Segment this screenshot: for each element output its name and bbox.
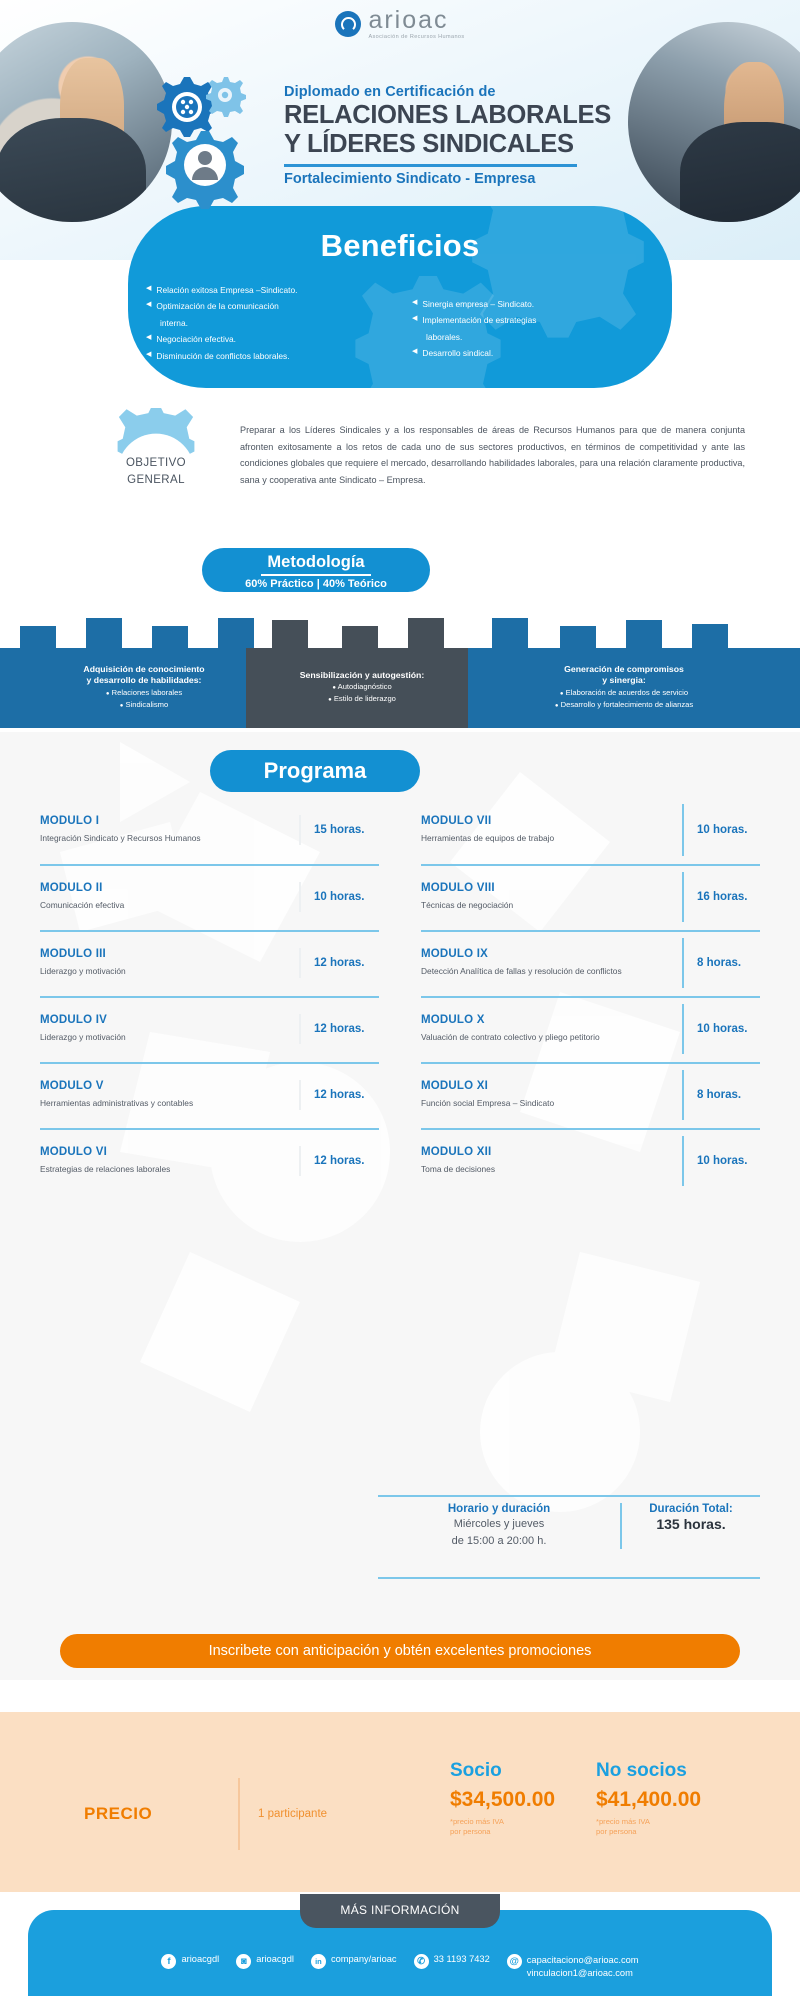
dot-bullet-icon: ●	[559, 690, 564, 697]
hero-divider	[284, 164, 577, 167]
module-name: MODULO VII	[421, 815, 492, 828]
module-desc: Detección Analítica de fallas y resolución de conflictos	[421, 966, 622, 977]
price-participants: 1 participante	[258, 1808, 328, 1820]
socio-note-1: *precio más IVA	[450, 1817, 504, 1826]
whatsapp-icon: ✆	[414, 1954, 429, 1969]
gear-block-3	[474, 664, 774, 711]
objective-label-line2: GENERAL	[127, 474, 185, 486]
gear-block-item: ● Autodiagnóstico	[332, 682, 392, 692]
module-desc: Toma de decisiones	[421, 1164, 496, 1175]
gear-strip	[0, 608, 800, 728]
pricing-section	[0, 1712, 800, 1892]
program-heading-button: Programa	[210, 750, 420, 792]
gear-block-item: ● Estilo de liderazgo	[328, 694, 396, 704]
dot-bullet-icon: ●	[554, 702, 559, 709]
modules-left-column	[40, 798, 379, 1194]
contact-facebook[interactable]	[161, 1954, 219, 1969]
benefits-card	[128, 206, 672, 388]
benefit-item	[146, 331, 388, 347]
gear-block-item: ● Desarrollo y fortalecimiento de alianzas	[554, 699, 694, 709]
socio-amount: $34,500.00	[450, 1788, 556, 1811]
price-divider	[238, 1778, 240, 1850]
module-hours: 10 horas.	[682, 1136, 760, 1186]
gear-block-title: Generación de compromisos	[564, 664, 684, 674]
contact-text: company/arioac	[330, 1954, 397, 1964]
benefit-text: Disminución de conflictos laborales.	[156, 350, 290, 361]
module-hours: 10 horas.	[682, 1004, 760, 1054]
benefit-item	[146, 282, 388, 298]
module-name: MODULO VI	[40, 1146, 107, 1159]
triangle-bullet-icon: ◀	[146, 334, 152, 342]
benefit-text: Implementación de estrategias	[422, 315, 537, 326]
benefit-item	[146, 298, 388, 314]
module-hours: 10 horas.	[682, 804, 760, 856]
gear-block-item: ● Sindicalismo	[119, 699, 169, 709]
module-desc: Liderazgo y motivación	[40, 966, 126, 977]
module-desc: Estrategias de relaciones laborales	[40, 1164, 171, 1175]
module-row	[421, 864, 760, 930]
benefit-item	[412, 345, 654, 361]
module-row	[421, 798, 760, 864]
dot-bullet-icon: ●	[328, 697, 332, 704]
gear-block-title2: y sinergia:	[602, 675, 646, 686]
module-hours: 16 horas.	[682, 872, 760, 922]
email-2: vinculacion1@arioac.com	[526, 1968, 633, 1979]
module-name: MODULO VIII	[421, 882, 495, 895]
module-desc: Herramientas de equipos de trabajo	[421, 833, 555, 844]
module-row	[421, 1062, 760, 1128]
schedule-block	[378, 1495, 760, 1579]
module-row	[421, 930, 760, 996]
modules-grid	[0, 798, 800, 1194]
hero-title-line1: RELACIONES LABORALES	[284, 101, 611, 129]
footer-more-info-tab: MÁS INFORMACIÓN	[300, 1894, 500, 1928]
triangle-bullet-icon: ◀	[412, 315, 418, 323]
module-desc: Herramientas administrativas y contables	[40, 1098, 194, 1109]
price-label: PRECIO	[84, 1804, 153, 1823]
gear-block-1	[18, 664, 270, 711]
at-icon: @	[507, 1954, 522, 1969]
price-socio-column	[450, 1760, 555, 1838]
module-desc: Integración Sindicato y Recursos Humanos	[40, 833, 201, 844]
benefit-text: laborales.	[426, 331, 463, 342]
module-desc: Técnicas de negociación	[421, 900, 514, 911]
objective-label	[92, 408, 220, 536]
objective-gear	[92, 408, 220, 536]
dot-bullet-icon: ●	[332, 685, 336, 692]
module-hours: 12 horas.	[314, 1089, 365, 1101]
logo-name: arioac	[368, 6, 449, 34]
module-row	[40, 1062, 379, 1128]
schedule-line1: Miércoles y jueves	[453, 1518, 545, 1530]
module-name: MODULO II	[40, 882, 103, 895]
no-socio-heading: No socios	[596, 1760, 687, 1781]
gear-block-title: Sensibilización y autogestión:	[299, 670, 425, 680]
objective-label-line1: OBJETIVO	[125, 457, 187, 470]
hero-subtitle: Fortalecimiento Sindicato - Empresa	[284, 170, 536, 187]
methodology-detail: 60% Práctico | 40% Teórico	[245, 577, 387, 590]
module-name: MODULO III	[40, 948, 106, 961]
benefit-item-cont	[146, 315, 388, 331]
module-desc: Comunicación efectiva	[40, 900, 125, 911]
contact-email[interactable]	[507, 1954, 639, 1981]
linkedin-icon: in	[311, 1954, 326, 1969]
benefit-item	[412, 296, 654, 312]
module-desc: Valuación de contrato colectivo y pliego petitorio	[421, 1032, 600, 1043]
module-row	[40, 1128, 379, 1194]
schedule-left	[378, 1503, 620, 1549]
module-row	[421, 1128, 760, 1194]
benefits-left-column	[146, 282, 388, 364]
dot-bullet-icon: ●	[105, 690, 110, 697]
module-hours: 12 horas.	[314, 957, 365, 969]
contact-text: arioacgdl	[181, 1954, 220, 1964]
methodology-divider	[261, 574, 371, 576]
benefit-text: Negociación efectiva.	[156, 334, 236, 345]
benefit-item	[412, 312, 654, 328]
facebook-icon: f	[161, 1954, 176, 1969]
module-name: MODULO XI	[421, 1080, 488, 1093]
module-name: MODULO X	[421, 1014, 485, 1027]
email-1: capacitaciono@arioac.com	[526, 1955, 639, 1965]
module-row	[40, 798, 379, 864]
module-row	[40, 864, 379, 930]
objective-text: Preparar a los Líderes Sindicales y a los responsables de áreas de Recursos Humanos para que de manera conjunta afronten exitosamente a los retos de cada uno de sus sectores productivos, en términos de competitividad y ante las condiciones globales que requiere el mercado, desarrollando habilidades laborales, para una relación claramente productiva, sana y cooperativa ante Sindicato – Empresa.	[240, 425, 745, 485]
benefits-heading: Beneficios	[320, 228, 480, 263]
no-socio-note-2: por persona	[596, 1827, 637, 1837]
socio-heading: Socio	[450, 1760, 502, 1781]
no-socio-note-1: *precio más IVA	[596, 1817, 650, 1826]
triangle-bullet-icon: ◀	[146, 301, 152, 309]
module-hours: 12 horas.	[314, 1023, 365, 1035]
dot-bullet-icon: ●	[119, 702, 124, 709]
benefit-text: Relación exitosa Empresa –Sindicato.	[156, 285, 298, 295]
benefit-item	[146, 348, 388, 364]
total-heading: Duración Total:	[649, 1503, 733, 1515]
contact-linkedin[interactable]	[311, 1954, 397, 1969]
logo-subtitle: Asociación de Recursos Humanos	[368, 34, 465, 40]
methodology-heading: Metodología	[267, 553, 365, 571]
benefit-text: Sinergia empresa – Sindicato.	[422, 299, 535, 309]
module-name: MODULO XII	[421, 1146, 492, 1159]
benefit-text: interna.	[160, 317, 188, 328]
module-name: MODULO IV	[40, 1014, 107, 1027]
module-hours: 10 horas.	[314, 891, 365, 903]
brand-logo	[0, 8, 800, 41]
price-no-socio-column	[596, 1760, 701, 1838]
triangle-bullet-icon: ◀	[412, 299, 418, 306]
socio-note-2: por persona	[450, 1827, 491, 1837]
hero-title-line2: Y LÍDERES SINDICALES	[284, 130, 574, 159]
module-name: MODULO I	[40, 815, 100, 828]
arioac-logo-icon	[335, 11, 361, 37]
schedule-heading: Horario y duración	[447, 1503, 551, 1515]
total-value: 135 horas.	[656, 1516, 726, 1532]
module-row	[40, 996, 379, 1062]
contact-text: 33 1193 7432	[433, 1954, 490, 1964]
benefit-text: Optimización de la comunicación	[156, 301, 279, 312]
module-name: MODULO IX	[421, 948, 488, 961]
gear-block-title: Adquisición de conocimiento	[83, 664, 205, 674]
schedule-line2: de 15:00 a 20:00 h.	[451, 1534, 547, 1547]
hero-gear-cluster	[140, 62, 270, 212]
module-desc: Función social Empresa – Sindicato	[421, 1098, 555, 1109]
benefits-right-column	[388, 282, 654, 364]
module-desc: Liderazgo y motivación	[40, 1032, 126, 1043]
contact-instagram[interactable]	[236, 1954, 294, 1969]
modules-right-column	[421, 798, 760, 1194]
module-hours: 8 horas.	[682, 938, 760, 988]
gear-icon	[140, 62, 270, 212]
benefit-item-cont	[412, 329, 654, 345]
module-row	[40, 930, 379, 996]
cta-banner[interactable]: Inscribete con anticipación y obtén excelentes promociones	[60, 1634, 740, 1668]
objective-section	[0, 408, 800, 538]
triangle-bullet-icon: ◀	[412, 348, 418, 356]
benefit-text: Desarrollo sindical.	[422, 348, 494, 359]
triangle-bullet-icon: ◀	[146, 285, 152, 292]
module-row	[421, 996, 760, 1062]
methodology-card	[202, 548, 430, 592]
gear-block-item: ● Elaboración de acuerdos de servicio	[559, 687, 689, 697]
no-socio-amount: $41,400.00	[596, 1788, 702, 1811]
hero-pretitle: Diplomado en Certificación de	[284, 84, 496, 100]
instagram-icon: ◙	[236, 1954, 251, 1969]
module-hours: 15 horas.	[314, 824, 365, 836]
triangle-bullet-icon: ◀	[146, 350, 152, 358]
schedule-bottom-rule	[378, 1577, 760, 1579]
schedule-right	[620, 1503, 760, 1549]
module-hours: 12 horas.	[314, 1155, 365, 1167]
gear-block-2	[252, 670, 472, 705]
hero-content	[140, 62, 660, 212]
gear-block-item: ● Relaciones laborales	[105, 687, 183, 697]
contact-whatsapp[interactable]	[414, 1954, 490, 1969]
module-name: MODULO V	[40, 1080, 104, 1093]
module-hours: 8 horas.	[682, 1070, 760, 1120]
gear-block-title2: y desarrollo de habilidades:	[86, 675, 202, 686]
contact-text: arioacgdl	[256, 1954, 294, 1964]
